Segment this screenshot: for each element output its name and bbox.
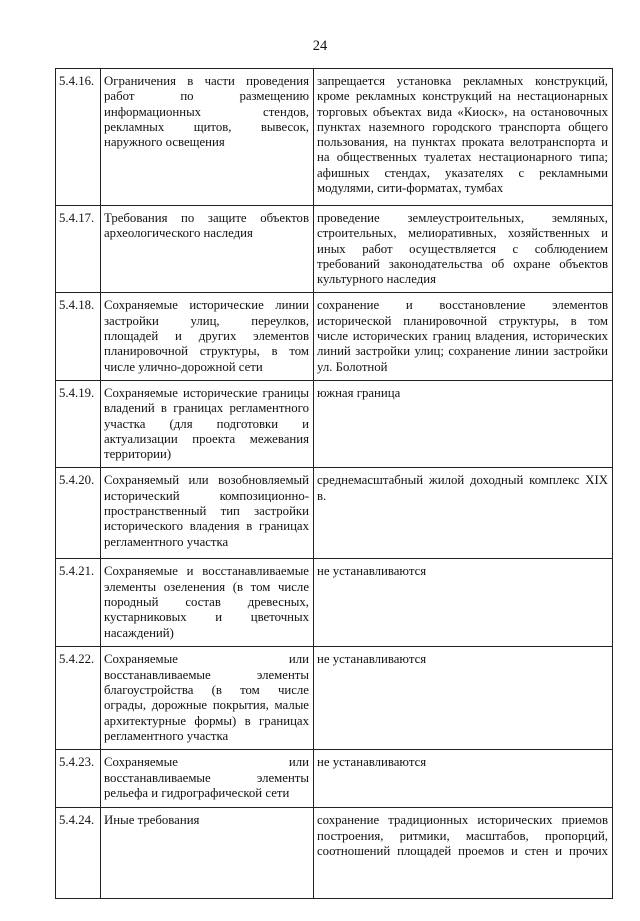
item-number: 5.4.19. [56, 380, 101, 467]
requirement-value: южная граница [314, 380, 613, 467]
table-row [56, 559, 613, 647]
requirement-name: Сохраняемые исторические линии застройки улиц, переулков, площадей и других элементов планировочной структуры, в том числе улично-дорожной сети [101, 293, 314, 380]
item-number: 5.4.18. [56, 293, 101, 380]
requirement-value: среднемасштабный жилой доходный комплекс XIX в. [314, 468, 613, 559]
item-number: 5.4.24. [56, 808, 101, 899]
table-row [56, 69, 613, 206]
requirement-name: Иные требования [101, 808, 314, 899]
requirement-value: сохранение традиционных исторических приемов построения, ритмики, масштабов, пропорций, соотношений площадей проемов и стен и прочих [314, 808, 613, 899]
item-number: 5.4.17. [56, 206, 101, 293]
requirement-name: Сохраняемые или восстанавливаемые элементы рельефа и гидрографической сети [101, 750, 314, 808]
item-number: 5.4.22. [56, 647, 101, 750]
table-row [56, 206, 613, 293]
requirement-value: проведение землеустроительных, земляных, строительных, мелиоративных, хозяйственных и иных работ осуществляется с соблюдением требований законодательства об охране объектов культурного наследия [314, 206, 613, 293]
table-row [56, 647, 613, 750]
regulations-table [55, 68, 613, 899]
requirement-name: Сохраняемые исторические границы владений в границах регламентного участка (для подготовки и актуализации проекта межевания территории) [101, 380, 314, 467]
requirement-name: Сохраняемый или возобновляемый исторический композиционно-пространственный тип застройки исторического владения в границах регламентного участка [101, 468, 314, 559]
table-row [56, 293, 613, 380]
item-number: 5.4.16. [56, 69, 101, 206]
requirement-value: не устанавливаются [314, 750, 613, 808]
requirement-name: Требования по защите объектов археологического наследия [101, 206, 314, 293]
requirement-value: не устанавливаются [314, 559, 613, 647]
item-number: 5.4.23. [56, 750, 101, 808]
requirement-value: не устанавливаются [314, 647, 613, 750]
table-row [56, 750, 613, 808]
requirement-value: сохранение и восстановление элементов исторической планировочной структуры, в том числе исторических границ владения, исторических линий застройки улиц; сохранение линии застройки ул. Болотной [314, 293, 613, 380]
page-number: 24 [312, 38, 328, 54]
requirement-name: Сохраняемые и восстанавливаемые элементы озеленения (в том числе породный состав древесных, кустарниковых и цветочных насаждений) [101, 559, 314, 647]
item-number: 5.4.20. [56, 468, 101, 559]
table-row [56, 380, 613, 467]
item-number: 5.4.21. [56, 559, 101, 647]
table-row [56, 468, 613, 559]
table-row [56, 808, 613, 899]
requirement-name: Сохраняемые или восстанавливаемые элементы благоустройства (в том числе ограды, дорожные покрытия, малые архитектурные формы) в границах регламентного участка [101, 647, 314, 750]
requirement-name: Ограничения в части проведения работ по размещению информационных стендов, рекламных щитов, вывесок, наружного освещения [101, 69, 314, 206]
requirement-value: запрещается установка рекламных конструкций, кроме рекламных конструкций на нестационарных торговых объектах вида «Киоск», на остановочных пунктах наземного городского транспорта общего пользования, на пунктах проката велотранспорта и на общественных туалетах нестационарного типа; афишных стендах, указателях с рекламными модулями, сити-форматах, тумбах [314, 69, 613, 206]
